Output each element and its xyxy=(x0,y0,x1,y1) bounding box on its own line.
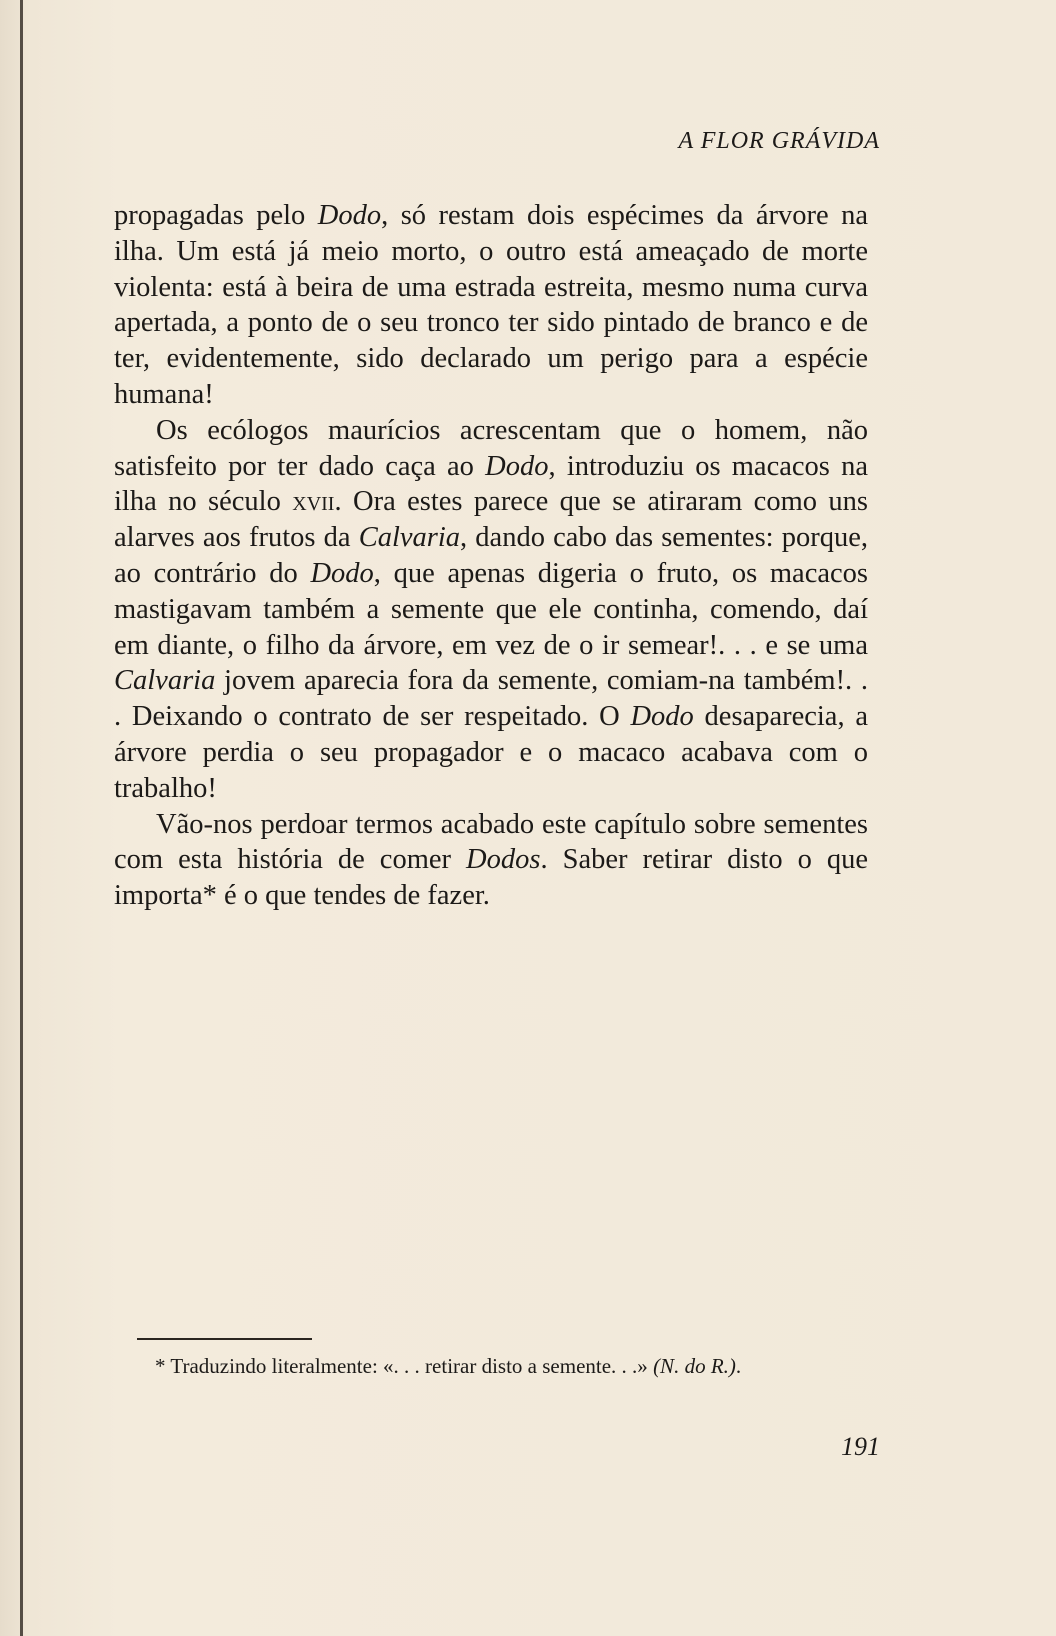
running-head: A FLOR GRÁVIDA xyxy=(678,128,880,154)
gutter-shadow xyxy=(20,0,23,1636)
italic-term: Dodo xyxy=(317,200,382,231)
paragraph-3 xyxy=(114,807,868,914)
text-run: . Ora estes parece que se atiraram como uns alarves aos frutos da xyxy=(114,486,868,554)
italic-term: Calvaria xyxy=(114,665,216,697)
text-run: jovem aparecia fora da semente, comiam-na também!. . . Deixando o contrato de ser respeitado. O xyxy=(114,665,868,733)
italic-term: Dodo xyxy=(630,701,694,733)
footnote-note: (N. do R.) xyxy=(653,1354,736,1378)
text-run: , que apenas digeria o fruto, os macacos mastigavam também a semente que ele continha, comendo, daí em diante, o filho da árvore, em vez de o ir semear!. . . e se uma xyxy=(114,557,868,661)
text-run: propagadas pelo xyxy=(114,200,318,231)
footnote xyxy=(155,1354,875,1379)
footnote-text: * Traduzindo literalmente: «. . . retirar disto a semente. . .» xyxy=(155,1354,654,1378)
page-number: 191 xyxy=(841,1432,880,1461)
text-run: Os ecólogos maurícios acrescentam que o homem, não satisfeito por ter dado caça ao xyxy=(114,414,868,482)
body-text xyxy=(114,198,868,914)
italic-term: Dodo xyxy=(310,557,374,589)
italic-term: Dodo xyxy=(485,450,549,482)
text-run: , só restam dois espécimes da árvore na ilha. Um está já meio morto, o outro está ameaçado de morte violenta: está à beira de uma estrada estreita, mesmo numa curva apertada, a ponto de o seu tronco ter sido pintado de branco e de ter, evidentemente, sido declarado um perigo para a espécie humana! xyxy=(114,200,868,410)
paragraph-1 xyxy=(114,198,868,413)
text-run: Vão-nos perdoar termos acabado este capítulo sobre sementes com esta história de comer xyxy=(114,808,868,876)
footnote-rule xyxy=(137,1338,312,1340)
footnote-end: . xyxy=(735,1354,742,1378)
text-run: desaparecia, a árvore perdia o seu propagador e o macaco acabava com o trabalho! xyxy=(114,701,868,804)
text-run: xvii xyxy=(292,486,335,518)
italic-term: Calvaria xyxy=(358,522,461,554)
text-run: , introduziu os macacos na ilha no século xyxy=(114,450,868,518)
text-run: . Saber retirar disto o que importa* é o que tendes de fazer. xyxy=(114,844,868,912)
text-run: , dando cabo das sementes: porque, ao contrário do xyxy=(114,522,868,589)
italic-term: Dodos xyxy=(466,844,541,876)
paragraph-2 xyxy=(114,413,868,807)
